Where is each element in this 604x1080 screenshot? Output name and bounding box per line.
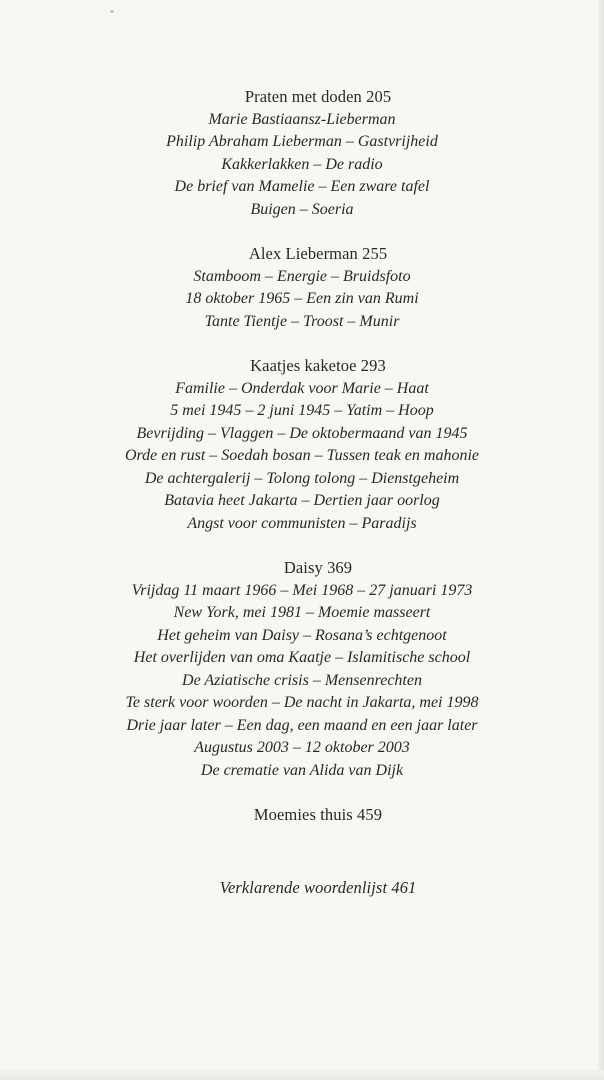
toc-entry: New York, mei 1981 – Moemie masseert [173, 604, 431, 621]
toc-entry: De brief van Mamelie – Een zware tafel [174, 178, 430, 195]
toc-entry: Tante Tientje – Troost – Munir [204, 312, 400, 330]
toc-section-moemies-thuis [0, 804, 604, 827]
toc-entry: Bevrijding – Vlaggen – De oktobermaand van 1945 [136, 424, 468, 442]
toc-entry: Buigen – Soeria [250, 200, 354, 218]
toc-section-daisy [0, 557, 604, 782]
toc-section-alex-lieberman [0, 243, 604, 333]
toc-section-kaatjes-kaketoe [0, 355, 604, 535]
toc-entry: 5 mei 1945 – 2 juni 1945 – Yatim – Hoop [170, 402, 434, 419]
section-title: Moemies thuis 459 [253, 805, 383, 824]
toc-entry: Batavia heet Jakarta – Dertien jaar oorlog [164, 492, 440, 509]
toc-entry: Drie jaar later – Een dag, een maand en een jaar later [126, 716, 478, 734]
toc-section-praten-met-doden [0, 86, 604, 221]
page-edge-right [598, 0, 604, 1080]
section-title: Kaatjes kaketoe 293 [250, 356, 386, 375]
toc-entry: Angst voor communisten – Paradijs [187, 514, 417, 532]
toc-entry: Marie Bastiaansz-Lieberman [208, 110, 396, 128]
toc-entry: Kakkerlakken – De radio [221, 155, 383, 173]
toc-section-verklarende-woordenlijst [0, 877, 604, 900]
section-title: Verklarende woordenlijst 461 [219, 877, 417, 897]
toc-entry: Philip Abraham Lieberman – Gastvrijheid [166, 133, 438, 150]
toc-entry: Het overlijden van oma Kaatje – Islamitische school [133, 649, 471, 666]
toc-entry: De achtergalerij – Tolong tolong – Dienstgeheim [144, 469, 460, 487]
toc-entry: Te sterk voor woorden – De nacht in Jakarta, mei 1998 [125, 694, 479, 711]
toc-entry: Stamboom – Energie – Bruidsfoto [193, 267, 411, 285]
toc-entry: Het geheim van Daisy – Rosana’s echtgenoot [157, 626, 447, 644]
table-of-contents [0, 86, 604, 899]
toc-entry: Orde en rust – Soedah bosan – Tussen teak en mahonie [124, 447, 480, 464]
toc-entry: Vrijdag 11 maart 1966 – Mei 1968 – 27 januari 1973 [131, 581, 473, 599]
section-title: Praten met doden 205 [244, 87, 392, 106]
toc-entry: 18 oktober 1965 – Een zin van Rumi [185, 290, 419, 307]
toc-entry: Augustus 2003 – 12 oktober 2003 [194, 739, 410, 756]
paper-speck [110, 10, 114, 13]
toc-entry: De crematie van Alida van Dijk [200, 761, 404, 779]
page-edge-bottom [0, 1070, 604, 1080]
section-title: Alex Lieberman 255 [248, 244, 388, 263]
toc-entry: De Aziatische crisis – Mensenrechten [182, 671, 422, 689]
section-title: Daisy 369 [283, 558, 353, 577]
toc-entry: Familie – Onderdak voor Marie – Haat [175, 379, 429, 397]
